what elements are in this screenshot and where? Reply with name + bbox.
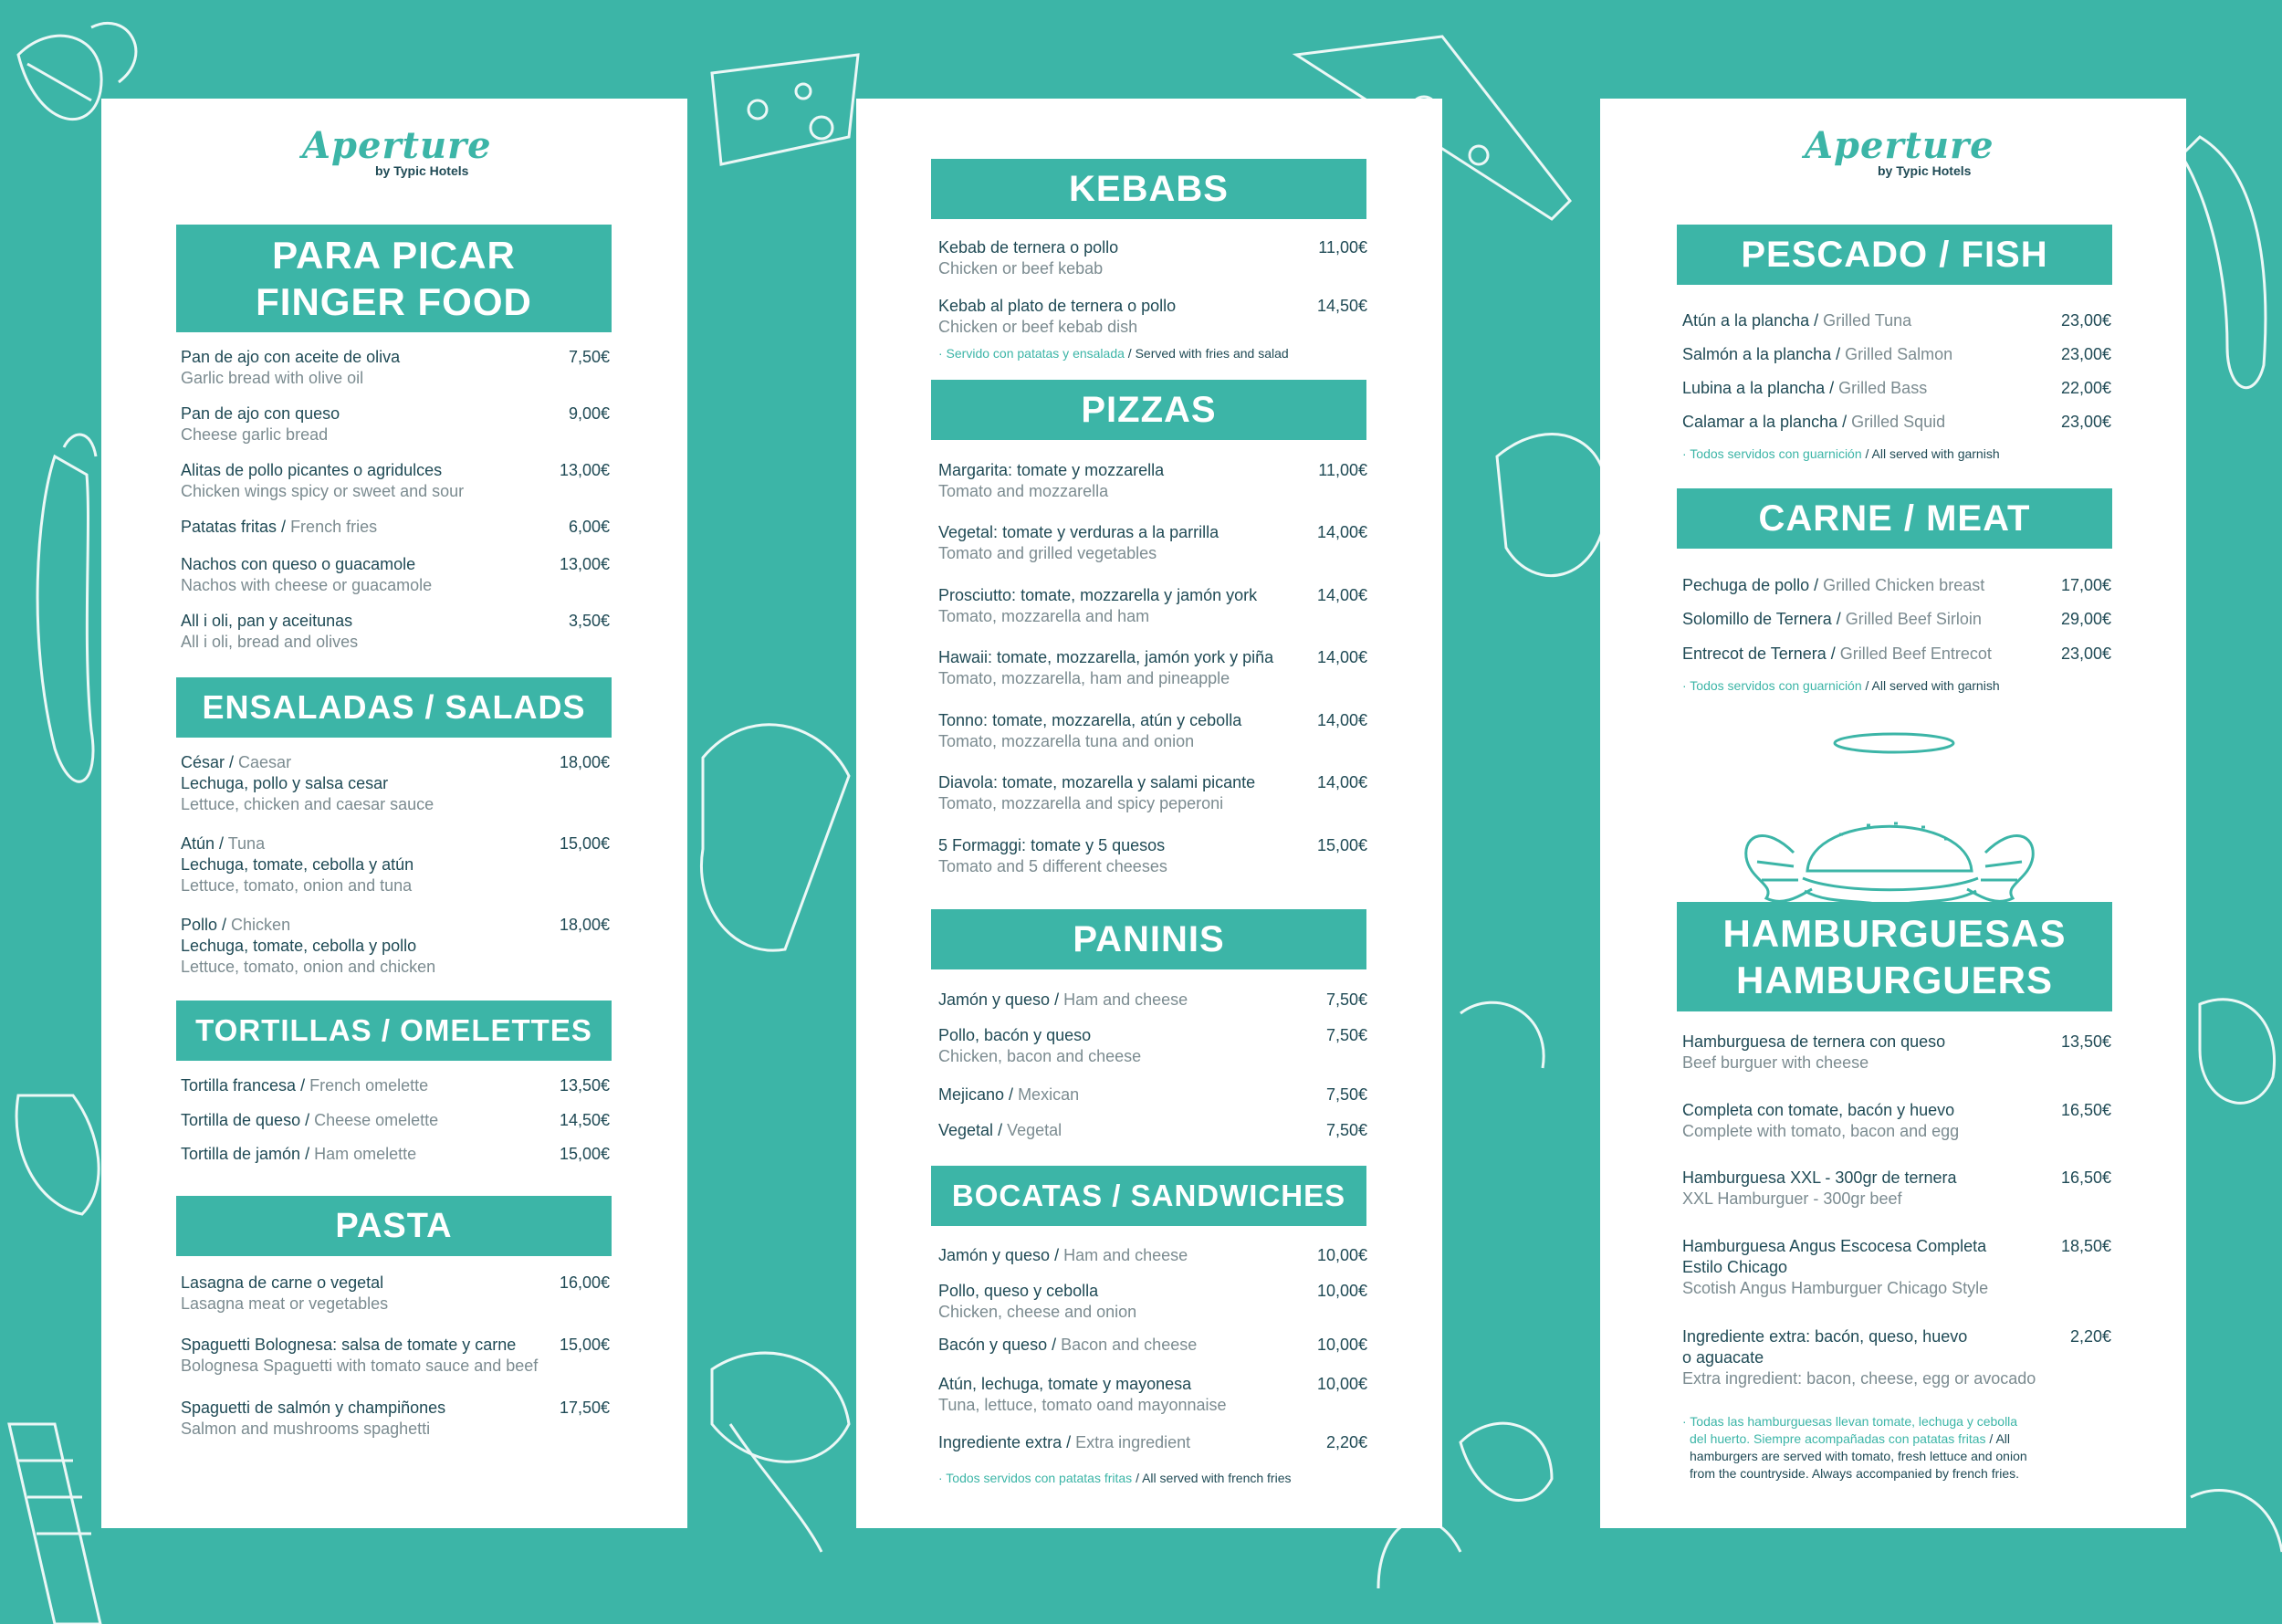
item-title: Vegetal:	[938, 523, 999, 541]
item-name-es: All i oli, pan y aceitunas	[181, 612, 353, 630]
section-title-line1: PARA PICAR	[272, 233, 516, 277]
item-title: Margarita:	[938, 461, 1013, 479]
section-note: · Servido con patatas y ensalada / Served with fries and salad	[938, 346, 1289, 361]
menu-item: Tortilla francesa / French omelette 13,50€	[181, 1076, 610, 1095]
menu-item	[938, 237, 1367, 279]
item-price: 16,00€	[559, 1273, 610, 1292]
note-es: · Servido con patatas y ensalada	[938, 346, 1125, 361]
item-title: 5 Formaggi:	[938, 836, 1027, 854]
halo-shape	[1835, 734, 1953, 752]
item-name-es: Tortilla de jamón	[181, 1145, 301, 1163]
menu-item	[1682, 1236, 2111, 1299]
menu-item: Atún / Tuna Lechuga, tomate, cebolla y atún Lettuce, tomato, onion and tuna 15,00€	[181, 834, 610, 895]
menu-item: Mejicano / Mexican 7,50€	[938, 1085, 1367, 1104]
section-title-para-picar	[176, 225, 612, 332]
item-price: 22,00€	[2060, 379, 2111, 397]
item-price: 14,50€	[559, 1111, 610, 1129]
item-name-es: Pan de ajo con queso	[181, 404, 340, 423]
menu-item: Lubina a la plancha / Grilled Bass 22,00€	[1682, 379, 2111, 397]
item-desc-en: Lettuce, tomato, onion and chicken	[181, 958, 436, 976]
item-name-es-cont: Estilo Chicago	[1682, 1258, 1788, 1276]
item-price: 7,50€	[1325, 990, 1367, 1009]
item-desc-es: tomate, mozzarella, jamón york y piña	[997, 648, 1274, 666]
note-es: · Todos servidos con guarnición	[1682, 446, 1862, 461]
menu-item	[938, 647, 1367, 689]
item-name-es: Bacón y queso	[938, 1336, 1048, 1354]
item-name-es: Jamón y queso	[938, 990, 1051, 1009]
item-price: 15,00€	[559, 1145, 610, 1163]
item-price: 13,50€	[559, 1076, 610, 1095]
menu-item	[938, 296, 1367, 338]
item-name-en: Grilled Beef Sirloin	[1845, 610, 1982, 628]
section-title-text: PANINIS	[1073, 918, 1225, 959]
menu-item	[181, 554, 610, 596]
item-price: 13,50€	[2060, 1032, 2111, 1051]
item-desc-es: Lechuga, tomate, cebolla y atún	[181, 855, 414, 874]
item-name-es: Patatas fritas	[181, 518, 277, 536]
section-title-ensaladas	[176, 677, 612, 738]
item-price: 17,00€	[2060, 576, 2111, 594]
section-note: · Todas las hamburguesas llevan tomate, lechuga y cebolla del huerto. Siempre acompañadas con patatas fritas / All hamburgers are served with tomato, fresh lettuce and onion from the countryside. Always accompanied by french fries.	[1682, 1413, 2111, 1483]
section-title-text: PASTA	[335, 1206, 453, 1245]
item-name-es: Mejicano	[938, 1085, 1005, 1104]
item-price: 7,50€	[1325, 1085, 1367, 1104]
item-desc-en: Tomato, mozzarella, ham and pineapple	[938, 669, 1230, 687]
section-title-tortillas	[176, 1001, 612, 1061]
item-name-es: Spaguetti de salmón y champiñones	[181, 1399, 446, 1417]
item-name-es: Pollo, queso y cebolla	[938, 1282, 1099, 1300]
item-name-es: Tortilla francesa	[181, 1076, 297, 1095]
menu-item: Atún a la plancha / Grilled Tuna 23,00€	[1682, 311, 2111, 330]
section-note: · Todos servidos con patatas fritas / All served with french fries	[938, 1471, 1292, 1485]
item-price: 14,00€	[1316, 586, 1367, 604]
item-price: 14,00€	[1316, 773, 1367, 791]
menu-item	[938, 835, 1367, 877]
item-title: Hawaii:	[938, 648, 993, 666]
menu-item	[938, 585, 1367, 627]
note-es-line1: · Todas las hamburguesas llevan tomate, lechuga y cebolla	[1682, 1414, 2018, 1429]
item-name-es: Salmón a la plancha	[1682, 345, 1832, 363]
item-name-en: Grilled Bass	[1838, 379, 1928, 397]
item-name-en: Extra ingredient: bacon, cheese, egg or avocado	[1682, 1369, 2036, 1388]
item-name-en: Garlic bread with olive oil	[181, 369, 364, 387]
item-name-en: Chicken wings spicy or sweet and sour	[181, 482, 465, 500]
item-price: 17,50€	[559, 1399, 610, 1417]
section-title-carne	[1677, 488, 2112, 549]
section-title-pizzas	[931, 380, 1366, 440]
aperture-logo	[1805, 124, 1994, 178]
section-title-line2: FINGER FOOD	[256, 280, 532, 323]
item-price: 29,00€	[2060, 610, 2111, 628]
section-title-paninis	[931, 909, 1366, 969]
item-desc-en: Tomato, mozzarella and ham	[938, 607, 1150, 625]
note-en: All served with french fries	[1142, 1471, 1292, 1485]
item-desc-en: Tomato and mozzarella	[938, 482, 1109, 500]
item-desc-en: Tomato, mozzarella tuna and onion	[938, 732, 1195, 750]
menu-item: Tortilla de queso / Cheese omelette 14,50€	[181, 1111, 610, 1129]
item-desc-es: Lechuga, tomate, cebolla y pollo	[181, 937, 417, 955]
item-name-en: Bacon and cheese	[1061, 1336, 1198, 1354]
menu-item	[1682, 1326, 2111, 1389]
item-name-en: Cheese omelette	[314, 1111, 439, 1129]
item-name-en: Ham and cheese	[1063, 1246, 1188, 1264]
item-desc-en: Lettuce, chicken and caesar sauce	[181, 795, 434, 813]
menu-item	[938, 772, 1367, 814]
item-name-es: Completa con tomate, bacón y huevo	[1682, 1101, 1955, 1119]
item-name-en: Extra ingredient	[1075, 1433, 1191, 1451]
section-title-hamburguesas	[1677, 902, 2112, 1011]
item-name-en: Complete with tomato, bacon and egg	[1682, 1122, 1960, 1140]
item-price: 14,00€	[1316, 523, 1367, 541]
menu-item: Pollo / Chicken Lechuga, tomate, cebolla y pollo Lettuce, tomato, onion and chicken 18,00€	[181, 916, 610, 976]
item-price: 11,00€	[1318, 238, 1367, 257]
item-name-es: Alitas de pollo picantes o agridulces	[181, 461, 443, 479]
item-name-es: Pan de ajo con aceite de oliva	[181, 348, 401, 366]
item-price: 2,20€	[2069, 1327, 2111, 1346]
item-name-en: Chicken or beef kebab dish	[938, 318, 1138, 336]
item-price: 15,00€	[559, 1336, 610, 1354]
note-es-line2: del huerto. Siempre acompañadas con patatas fritas	[1690, 1431, 1986, 1446]
burger-bun-top	[1807, 826, 1972, 871]
item-name-en: Grilled Tuna	[1823, 311, 1912, 330]
item-desc-es: tomate, mozzarella, atún y cebolla	[992, 711, 1242, 729]
item-name-es: Kebab de ternera o pollo	[938, 238, 1119, 257]
item-name-en: Chicken or beef kebab	[938, 259, 1104, 278]
item-desc-es: tomate y verduras a la parrilla	[1002, 523, 1220, 541]
section-note: · Todos servidos con guarnición / All served with garnish	[1682, 678, 2000, 693]
item-name-en: Ham omelette	[314, 1145, 417, 1163]
menu-item: Jamón y queso / Ham and cheese 7,50€	[938, 990, 1367, 1009]
item-price: 10,00€	[1316, 1375, 1367, 1393]
menu-item: Patatas fritas / French fries 6,00€	[181, 518, 610, 536]
menu-item: Vegetal / Vegetal 7,50€	[938, 1121, 1367, 1139]
section-title-text: PIZZAS	[1081, 389, 1217, 430]
item-name-en: Chicken, cheese and onion	[938, 1303, 1137, 1321]
item-name-en: Tuna, lettuce, tomato oand mayonnaise	[938, 1396, 1227, 1414]
item-name-es: Ingrediente extra	[938, 1433, 1062, 1451]
section-title-text: BOCATAS / SANDWICHES	[951, 1178, 1346, 1212]
item-desc-es: tomate, mozzarella y jamón york	[1021, 586, 1258, 604]
item-name-en: French omelette	[309, 1076, 429, 1095]
item-price: 23,00€	[2060, 413, 2111, 431]
note-en: Served with fries and salad	[1135, 346, 1289, 361]
item-desc-en: Tomato and grilled vegetables	[938, 544, 1157, 562]
item-name-es: Solomillo de Ternera	[1682, 610, 1832, 628]
item-name-en: Grilled Squid	[1851, 413, 1946, 431]
item-price: 23,00€	[2060, 644, 2111, 663]
item-price: 10,00€	[1316, 1336, 1367, 1354]
item-name-es: Spaguetti Bolognesa: salsa de tomate y carne	[181, 1336, 517, 1354]
item-name-es-cont: o aguacate	[1682, 1348, 1764, 1367]
item-price: 9,00€	[568, 404, 610, 423]
item-name-es: Pollo, bacón y queso	[938, 1026, 1092, 1044]
menu-item	[938, 1025, 1367, 1067]
note-en-line3: from the countryside. Always accompanied by french fries.	[1690, 1466, 2020, 1481]
item-name-en: Grilled Chicken breast	[1823, 576, 1985, 594]
item-name-en: Grilled Salmon	[1845, 345, 1953, 363]
aperture-logo	[302, 124, 492, 178]
item-price: 2,20€	[1325, 1433, 1367, 1451]
menu-item	[181, 1398, 610, 1440]
menu-item: Solomillo de Ternera / Grilled Beef Sirloin 29,00€	[1682, 610, 2111, 628]
item-name-en: Bolognesa Spaguetti with tomato sauce and beef	[181, 1357, 539, 1375]
menu-item: César / Caesar Lechuga, pollo y salsa cesar Lettuce, chicken and caesar sauce 18,00€	[181, 753, 610, 813]
item-name-en: Beef burguer with cheese	[1682, 1053, 1869, 1072]
item-price: 23,00€	[2060, 345, 2111, 363]
item-price: 14,00€	[1316, 648, 1367, 666]
section-title-pasta	[176, 1196, 612, 1256]
menu-item: Bacón y queso / Bacon and cheese 10,00€	[938, 1336, 1367, 1354]
menu-item	[181, 1335, 610, 1377]
item-name-es: Hamburguesa de ternera con queso	[1682, 1032, 1946, 1051]
section-title-text: ENSALADAS / SALADS	[202, 688, 586, 727]
menu-item: Calamar a la plancha / Grilled Squid 23,00€	[1682, 413, 2111, 431]
menu-item	[181, 347, 610, 389]
menu-item: Salmón a la plancha / Grilled Salmon 23,00€	[1682, 345, 2111, 363]
menu-item	[1682, 1032, 2111, 1074]
item-title-es: Atún	[181, 834, 215, 853]
item-desc-en: Tomato, mozzarella and spicy peperoni	[938, 794, 1224, 812]
section-title-text: PESCADO / FISH	[1741, 234, 2048, 275]
item-title-en: Chicken	[231, 916, 291, 934]
logo-name: Aperture	[1805, 124, 1994, 167]
note-en-line1: All	[1995, 1431, 2010, 1446]
section-note: · Todos servidos con guarnición / All served with garnish	[1682, 446, 2000, 461]
item-name-en: Grilled Beef Entrecot	[1839, 644, 1992, 663]
item-name-es: Ingrediente extra: bacón, queso, huevo	[1682, 1327, 1968, 1346]
item-price: 11,00€	[1318, 461, 1367, 479]
item-title-en: Tuna	[227, 834, 266, 853]
menu-item	[181, 460, 610, 502]
menu-item: Tortilla de jamón / Ham omelette 15,00€	[181, 1145, 610, 1163]
item-name-es: Hamburguesa Angus Escocesa Completa	[1682, 1237, 1987, 1255]
item-desc-es: tomate, mozarella y salami picante	[1002, 773, 1256, 791]
item-price: 14,50€	[1316, 297, 1367, 315]
item-title-es: César	[181, 753, 225, 771]
menu-item: Jamón y queso / Ham and cheese 10,00€	[938, 1246, 1367, 1264]
item-name-en: Chicken, bacon and cheese	[938, 1047, 1142, 1065]
item-price: 13,00€	[559, 555, 610, 573]
item-name-es: Lasagna de carne o vegetal	[181, 1273, 384, 1292]
item-desc-es: Lechuga, pollo y salsa cesar	[181, 774, 389, 792]
item-desc-es: tomate y mozzarella	[1017, 461, 1165, 479]
item-name-es: Kebab al plato de ternera o pollo	[938, 297, 1177, 315]
item-price: 14,00€	[1316, 711, 1367, 729]
item-price: 16,50€	[2060, 1168, 2111, 1187]
item-desc-en: Lettuce, tomato, onion and tuna	[181, 876, 413, 895]
logo-name: Aperture	[302, 124, 492, 167]
item-price: 15,00€	[1316, 836, 1367, 854]
menu-item	[938, 1374, 1367, 1416]
menu-panel-middle	[856, 99, 1442, 1528]
item-name-es: Jamón y queso	[938, 1246, 1051, 1264]
item-name-en: Mexican	[1018, 1085, 1080, 1104]
section-title-bocatas	[931, 1166, 1366, 1226]
menu-panel-left	[101, 99, 687, 1528]
section-title-pescado	[1677, 225, 2112, 285]
item-price: 10,00€	[1316, 1246, 1367, 1264]
note-en: All served with garnish	[1871, 678, 2000, 693]
item-title-en: Caesar	[238, 753, 292, 771]
right-wing-shape	[1967, 835, 2033, 901]
item-name-es: Entrecot de Ternera	[1682, 644, 1827, 663]
item-title: Prosciutto:	[938, 586, 1017, 604]
item-name-en: Lasagna meat or vegetables	[181, 1294, 389, 1313]
section-title-text: CARNE / MEAT	[1758, 498, 2031, 539]
item-name-es: Tortilla de queso	[181, 1111, 301, 1129]
item-price: 18,50€	[2060, 1237, 2111, 1255]
item-price: 16,50€	[2060, 1101, 2111, 1119]
item-name-en: Nachos with cheese or guacamole	[181, 576, 433, 594]
item-price: 23,00€	[2060, 311, 2111, 330]
item-name-es: Calamar a la plancha	[1682, 413, 1838, 431]
menu-item	[1682, 1168, 2111, 1210]
menu-item: Ingrediente extra / Extra ingredient 2,20€	[938, 1433, 1367, 1451]
section-title-line1: HAMBURGUESAS	[1722, 911, 2067, 955]
menu-item: Entrecot de Ternera / Grilled Beef Entrecot 23,00€	[1682, 644, 2111, 663]
menu-item	[938, 522, 1367, 564]
section-title-line2: HAMBURGUERS	[1736, 959, 2053, 1001]
menu-item	[181, 1273, 610, 1315]
logo-sub: by Typic Hotels	[375, 163, 469, 178]
menu-item	[1682, 1100, 2111, 1142]
item-name-en: French fries	[290, 518, 378, 536]
item-price: 18,00€	[559, 916, 610, 934]
item-name-en: Salmon and mushrooms spaghetti	[181, 1420, 431, 1438]
note-es: · Todos servidos con patatas fritas	[938, 1471, 1133, 1485]
item-title-es: Pollo	[181, 916, 218, 934]
item-name-es: Vegetal	[938, 1121, 994, 1139]
note-en-line2: hamburgers are served with tomato, fresh lettuce and onion	[1690, 1449, 2027, 1463]
item-name-es: Hamburguesa XXL - 300gr de ternera	[1682, 1168, 1957, 1187]
item-price: 13,00€	[559, 461, 610, 479]
item-name-es: Atún, lechuga, tomate y mayonesa	[938, 1375, 1192, 1393]
item-price: 7,50€	[1325, 1121, 1367, 1139]
item-name-es: Lubina a la plancha	[1682, 379, 1826, 397]
section-title-text: KEBABS	[1069, 168, 1229, 209]
item-price: 6,00€	[568, 518, 610, 536]
item-title: Diavola:	[938, 773, 999, 791]
item-name-es: Nachos con queso o guacamole	[181, 555, 416, 573]
item-name-en: Cheese garlic bread	[181, 425, 329, 444]
menu-item	[938, 1281, 1367, 1323]
item-price: 10,00€	[1316, 1282, 1367, 1300]
item-name-es: Atún a la plancha	[1682, 311, 1810, 330]
item-name-en: XXL Hamburguer - 300gr beef	[1682, 1189, 1902, 1208]
item-price: 7,50€	[1325, 1026, 1367, 1044]
item-desc-es: tomate y 5 quesos	[1031, 836, 1166, 854]
item-name-en: Vegetal	[1007, 1121, 1062, 1139]
item-price: 15,00€	[559, 834, 610, 853]
item-name-en: Scotish Angus Hamburguer Chicago Style	[1682, 1279, 1989, 1297]
menu-item	[938, 710, 1367, 752]
item-price: 7,50€	[568, 348, 610, 366]
item-title: Tonno:	[938, 711, 989, 729]
section-title-text: TORTILLAS / OMELETTES	[195, 1012, 592, 1047]
menu-item	[181, 403, 610, 445]
menu-panel-right	[1600, 99, 2186, 1528]
menu-item	[938, 460, 1367, 502]
item-price: 3,50€	[568, 612, 610, 630]
left-wing-shape	[1746, 835, 1812, 901]
section-title-kebabs	[931, 159, 1366, 219]
item-desc-en: Tomato and 5 different cheeses	[938, 857, 1167, 875]
item-name-en: Ham and cheese	[1063, 990, 1188, 1009]
menu-item: Pechuga de pollo / Grilled Chicken breast 17,00€	[1682, 576, 2111, 594]
item-price: 18,00€	[559, 753, 610, 771]
note-es: · Todos servidos con guarnición	[1682, 678, 1862, 693]
menu-item	[181, 611, 610, 653]
item-name-es: Pechuga de pollo	[1682, 576, 1810, 594]
item-name-en: All i oli, bread and olives	[181, 633, 359, 651]
logo-sub: by Typic Hotels	[1878, 163, 1972, 178]
note-en: All served with garnish	[1871, 446, 2000, 461]
